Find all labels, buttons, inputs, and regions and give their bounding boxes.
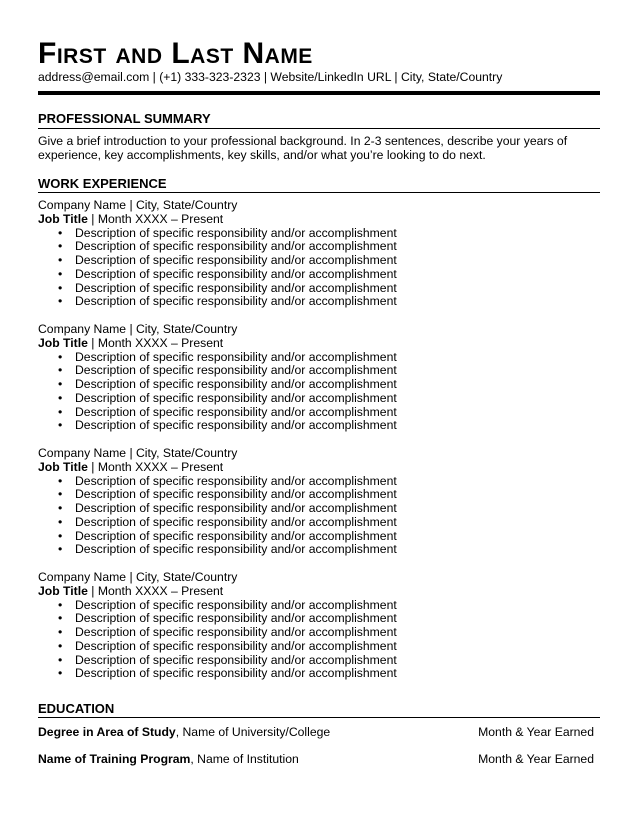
responsibility-text: Description of specific responsibility and/or accomplishment — [75, 487, 397, 502]
education-entry — [38, 751, 594, 767]
contact-line: address@email.com | (+1) 333-323-2323 | Website/LinkedIn URL | City, State/Country — [38, 70, 503, 84]
experience-divider — [38, 192, 600, 193]
responsibility-text: Description of specific responsibility and/or accomplishment — [75, 501, 397, 515]
job-dates: | Month XXXX – Present — [87, 335, 224, 350]
education-entry — [38, 724, 594, 740]
education-heading: EDUCATION — [38, 701, 115, 716]
responsibility-text: Description of specific responsibility and/or accomplishment — [75, 473, 397, 488]
responsibility-text: Description of specific responsibility and/or accomplishment — [75, 418, 397, 433]
job-entry — [38, 199, 598, 309]
responsibility-list — [38, 475, 598, 558]
responsibility-text: Description of specific responsibility and/or accomplishment — [75, 611, 397, 626]
list-item — [38, 254, 598, 268]
list-item — [38, 240, 598, 254]
responsibility-list — [38, 351, 598, 434]
list-item — [38, 667, 598, 681]
company-line: Company Name | City, State/Country — [38, 198, 238, 212]
list-item — [38, 351, 598, 365]
responsibility-text: Description of specific responsibility and/or accomplishment — [75, 638, 397, 653]
job-title: Job Title — [38, 583, 88, 598]
job-entry — [38, 571, 598, 681]
company-line: Company Name | City, State/Country — [38, 322, 238, 336]
earned-date: Month & Year Earned — [478, 725, 594, 739]
responsibility-list — [38, 227, 598, 310]
bullet-icon: • — [58, 528, 63, 543]
job-dates: | Month XXXX – Present — [87, 459, 224, 474]
responsibility-text: Description of specific responsibility and/or accomplishment — [75, 666, 397, 681]
bullet-icon: • — [58, 542, 63, 557]
list-item — [38, 626, 598, 640]
responsibility-text: Description of specific responsibility and/or accomplishment — [75, 377, 397, 391]
job-title-line — [38, 337, 598, 351]
job-title: Job Title — [38, 211, 88, 226]
list-item — [38, 640, 598, 654]
bullet-icon: • — [58, 597, 63, 612]
degree-name: Name of Training Program — [38, 752, 191, 766]
list-item — [38, 475, 598, 489]
bullet-icon: • — [58, 501, 63, 515]
list-item — [38, 282, 598, 296]
bullet-icon: • — [58, 225, 63, 240]
responsibility-text: Description of specific responsibility and/or accomplishment — [75, 528, 397, 543]
summary-heading: PROFESSIONAL SUMMARY — [38, 111, 211, 126]
bullet-icon: • — [58, 625, 63, 639]
bullet-icon: • — [58, 487, 63, 502]
bullet-icon: • — [58, 514, 63, 529]
bullet-icon: • — [58, 418, 63, 433]
list-item — [38, 406, 598, 420]
job-entry — [38, 323, 598, 433]
list-item — [38, 268, 598, 282]
earned-date: Month & Year Earned — [478, 752, 594, 766]
responsibility-text: Description of specific responsibility and/or accomplishment — [75, 349, 397, 364]
list-item — [38, 612, 598, 626]
company-line: Company Name | City, State/Country — [38, 446, 238, 460]
company-line: Company Name | City, State/Country — [38, 570, 238, 584]
list-item — [38, 502, 598, 516]
responsibility-text: Description of specific responsibility and/or accomplishment — [75, 652, 397, 667]
responsibility-list — [38, 599, 598, 682]
responsibility-text: Description of specific responsibility and/or accomplishment — [75, 625, 397, 639]
responsibility-text: Description of specific responsibility and/or accomplishment — [75, 225, 397, 240]
applicant-name: First and Last Name — [38, 37, 313, 70]
list-item — [38, 295, 598, 309]
education-divider — [38, 717, 600, 718]
list-item — [38, 530, 598, 544]
bullet-icon: • — [58, 239, 63, 254]
list-item — [38, 543, 598, 557]
list-item — [38, 227, 598, 241]
responsibility-text: Description of specific responsibility and/or accomplishment — [75, 280, 397, 295]
summary-text: Give a brief introduction to your professional background. In 2-3 sentences, describe your years of experience, key accomplishments, key skills, and/or what you’re looking to do next. — [38, 134, 568, 162]
responsibility-text: Description of specific responsibility and/or accomplishment — [75, 266, 397, 281]
job-dates: | Month XXXX – Present — [87, 211, 224, 226]
responsibility-text: Description of specific responsibility and/or accomplishment — [75, 542, 397, 557]
job-title: Job Title — [38, 335, 88, 350]
list-item — [38, 378, 598, 392]
bullet-icon: • — [58, 666, 63, 681]
job-title: Job Title — [38, 459, 88, 474]
job-title-line — [38, 585, 598, 599]
list-item — [38, 516, 598, 530]
responsibility-text: Description of specific responsibility and/or accomplishment — [75, 253, 397, 267]
list-item — [38, 654, 598, 668]
bullet-icon: • — [58, 404, 63, 419]
list-item — [38, 364, 598, 378]
header-divider — [38, 91, 600, 95]
institution-name: , Name of University/College — [175, 725, 331, 739]
summary-divider — [38, 128, 600, 129]
bullet-icon: • — [58, 294, 63, 309]
responsibility-text: Description of specific responsibility and/or accomplishment — [75, 239, 397, 254]
job-entry — [38, 447, 598, 557]
bullet-icon: • — [58, 266, 63, 281]
bullet-icon: • — [58, 652, 63, 667]
responsibility-text: Description of specific responsibility and/or accomplishment — [75, 390, 397, 405]
job-title-line — [38, 213, 598, 227]
responsibility-text: Description of specific responsibility and/or accomplishment — [75, 404, 397, 419]
responsibility-text: Description of specific responsibility and/or accomplishment — [75, 597, 397, 612]
experience-heading: WORK EXPERIENCE — [38, 176, 167, 191]
bullet-icon: • — [58, 638, 63, 653]
bullet-icon: • — [58, 280, 63, 295]
responsibility-text: Description of specific responsibility and/or accomplishment — [75, 294, 397, 309]
list-item — [38, 488, 598, 502]
bullet-icon: • — [58, 253, 63, 267]
responsibility-text: Description of specific responsibility and/or accomplishment — [75, 363, 397, 378]
bullet-icon: • — [58, 611, 63, 626]
job-dates: | Month XXXX – Present — [87, 583, 224, 598]
institution-name: , Name of Institution — [190, 752, 299, 766]
list-item — [38, 599, 598, 613]
responsibility-text: Description of specific responsibility and/or accomplishment — [75, 514, 397, 529]
degree-name: Degree in Area of Study — [38, 725, 176, 739]
list-item — [38, 392, 598, 406]
bullet-icon: • — [58, 363, 63, 378]
list-item — [38, 419, 598, 433]
bullet-icon: • — [58, 377, 63, 391]
bullet-icon: • — [58, 349, 63, 364]
bullet-icon: • — [58, 473, 63, 488]
job-title-line — [38, 461, 598, 475]
bullet-icon: • — [58, 390, 63, 405]
